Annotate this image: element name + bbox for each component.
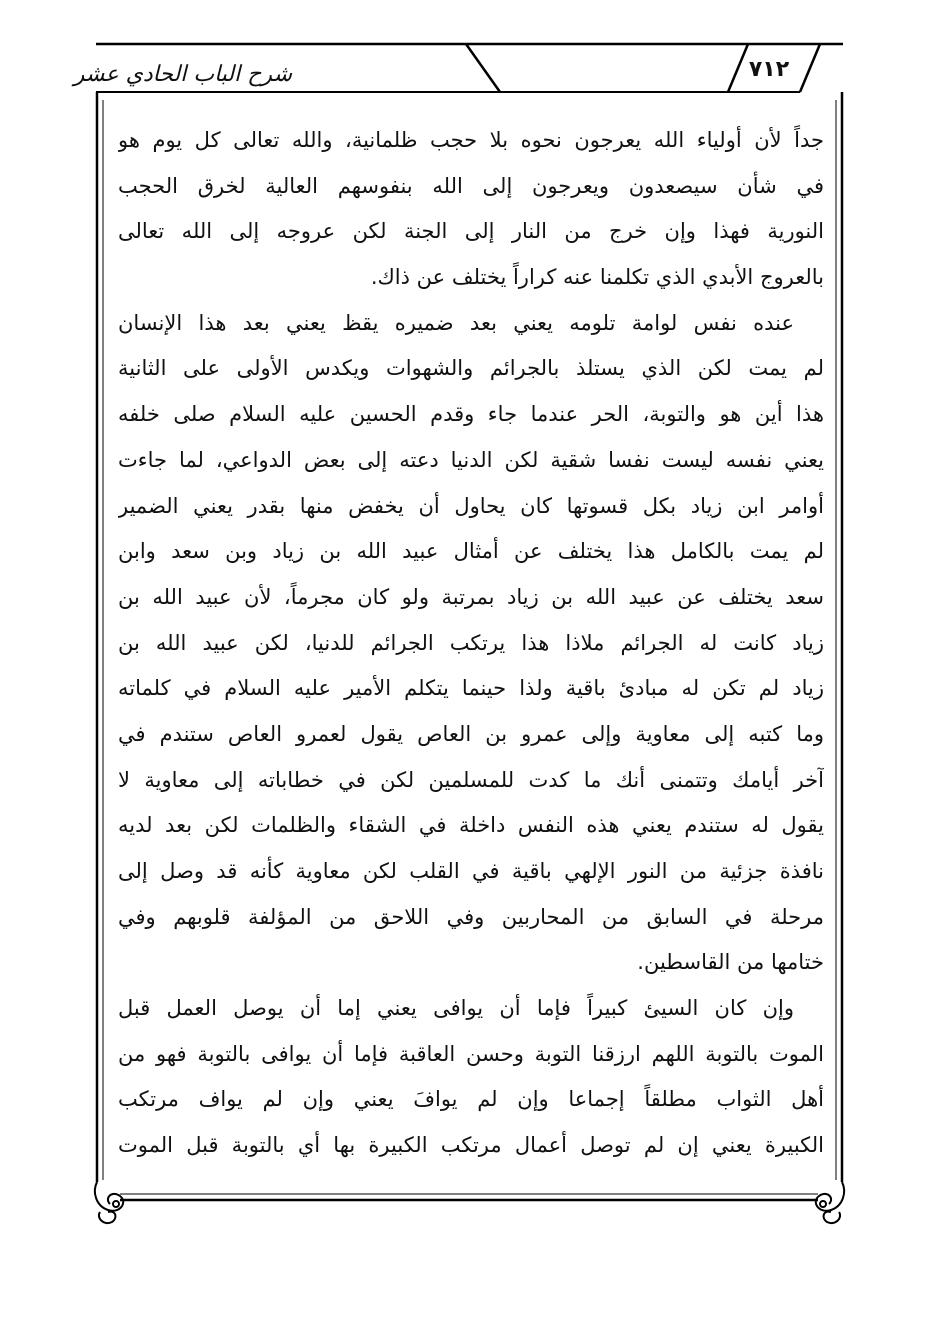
text-line: يعني نفسه ليست نفسا شقية لكن الدنيا دعته إلى بعض الدواعي، لما جاءت [118, 447, 824, 472]
text-line: بالعروج الأبدي الذي تكلمنا عنه كراراً يختلف عن ذاك. [370, 265, 824, 290]
text-line: الكبيرة يعني إن لم توصل أعمال مرتكب الكبيرة بها أي بالتوبة قبل الموت [118, 1133, 824, 1158]
text-line: الموت بالتوبة اللهم ارزقنا التوبة وحسن العاقبة فإما أن يوافى بالتوبة فهو من [118, 1041, 824, 1066]
text-line: النورية فهذا وإن خرج من النار إلى الجنة لكن عروجه إلى الله تعالى [118, 219, 824, 244]
page-number: ٧١٢ [748, 57, 790, 82]
text-line: آخر أيامك وتتمنى أنك ما كدت للمسلمين لكن في خطاباته إلى معاوية لا [118, 767, 824, 792]
text-line: وما كتبه إلى معاوية وإلى عمرو بن العاص يقول لعمرو العاص ستندم في [118, 721, 824, 746]
text-line: زياد كانت له الجرائم ملاذا هذا يرتكب الجرائم للدنيا، لكن عبيد الله بن [118, 630, 824, 655]
text-line: لم يمت لكن الذي يستلذ بالجرائم والشهوات ويكدس الأولى على الثانية [118, 356, 824, 381]
text-line: أهل الثواب مطلقاً إجماعا وإن لم يوافَ يعني وإن لم يواف مرتكب [118, 1087, 824, 1112]
ornament-bottom-left [95, 1182, 123, 1223]
text-line: نافذة جزئية من النور الإلهي باقية في القلب لكن معاوية كأنه قد وصل إلى [118, 859, 824, 883]
text-line: سعد يختلف عن عبيد الله بن زياد بمرتبة ولو كان مجرماً، لأن عبيد الله بن [118, 584, 824, 609]
text-line: جداً لأن أولياء الله يعرجون نحوه بلا حجب ظلمانية، والله تعالى كل يوم هو [118, 128, 824, 152]
text-line: أوامر ابن زياد بكل قسوتها كان يحاول أن يخفض منها بقدر يعني الضمير [118, 493, 824, 518]
paragraph-start-line: عنده نفس لوامة تلومه يعني بعد ضميره يقظ يعني بعد هذا الإنسان [118, 310, 794, 335]
paragraph-start-line: وإن كان السيئ كبيراً فإما أن يوافى يعني إما أن يوصل العمل قبل [118, 996, 794, 1021]
text-line: في شأن سيصعدون ويعرجون إلى الله بنفوسهم العالية لخرق الحجب [118, 173, 824, 198]
ornament-bottom-right [816, 1182, 844, 1223]
text-line: لم يمت بالكامل هذا يختلف عن أمثال عبيد الله بن زياد وبن سعد وابن [118, 539, 824, 564]
text-line: يقول له ستندم يعني هذه النفس داخلة في الشقاء والظلمات لكن بعد لديه [118, 813, 824, 838]
text-line: هذا أين هو والتوبة، الحر عندما جاء وقدم الحسين عليه السلام صلى خلفه [118, 402, 824, 427]
text-line: زياد لم تكن له مبادئ باقية ولذا حينما يتكلم الأمير عليه السلام في كلماته [118, 676, 824, 701]
page-body-text [118, 118, 824, 1169]
text-line: ختامها من القاسطين. [637, 950, 824, 975]
running-header-title: شرح الباب الحادي عشر [73, 62, 292, 87]
text-line: مرحلة في السابق من المحاربين وفي اللاحق من المؤلفة قلوبهم وفي [118, 904, 824, 929]
